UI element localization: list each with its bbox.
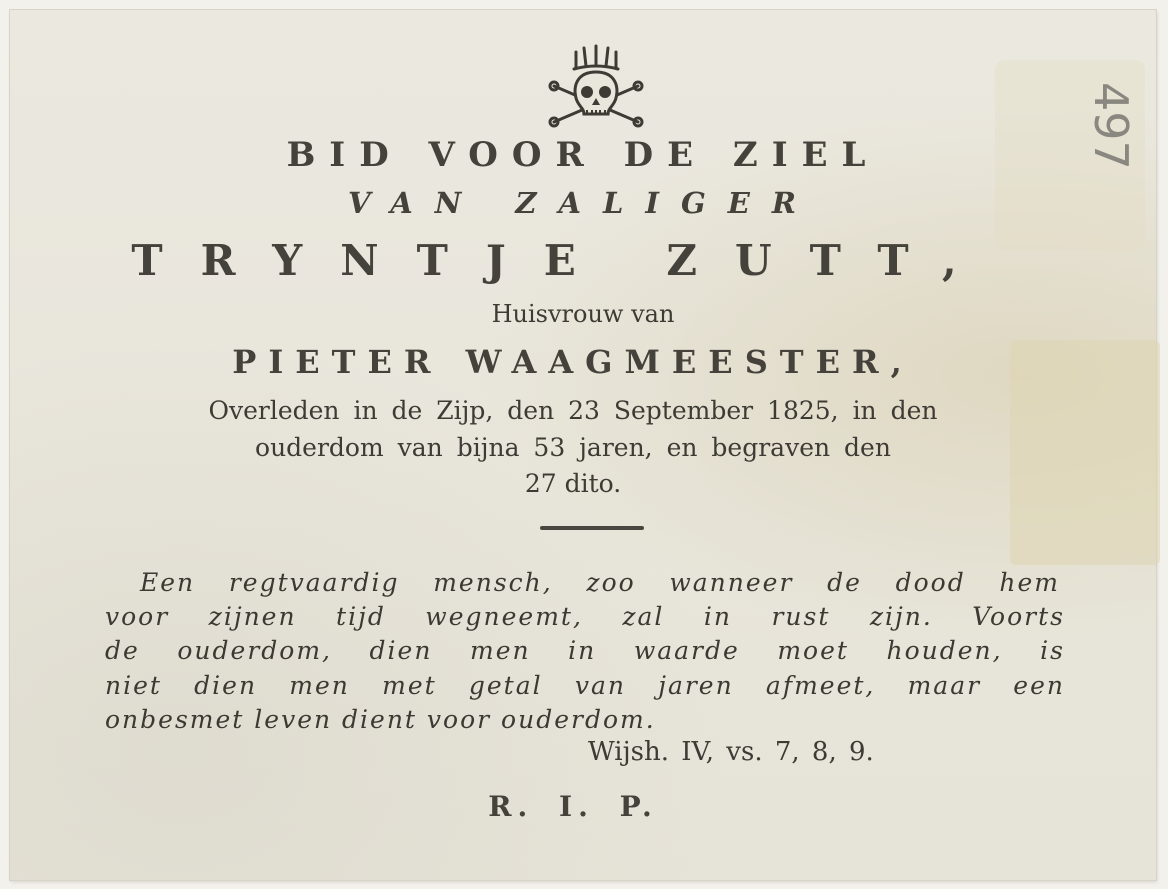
relation-label: Huisvrouw van bbox=[491, 300, 675, 328]
handwritten-note: 497 bbox=[1084, 82, 1138, 170]
divider bbox=[540, 526, 644, 530]
verse-line: de ouderdom, dien men in waarde moet houden, is bbox=[105, 636, 1065, 665]
detail-line-2: ouderdom van bijna 53 jaren, en begraven den bbox=[255, 433, 891, 462]
verse-line: niet dien men met getal van jaren afmeet, maar een bbox=[105, 671, 1065, 700]
verse-reference: Wijsh. IV, vs. 7, 8, 9. bbox=[588, 737, 874, 767]
memorial-card bbox=[10, 10, 1156, 880]
verse-line: onbesmet leven dient voor ouderdom. bbox=[105, 705, 656, 734]
header-line-1: BID VOOR DE ZIEL bbox=[286, 135, 880, 175]
header-line-2: VAN ZALIGER bbox=[348, 186, 818, 220]
detail-line-1: Overleden in de Zijp, den 23 September 1825, in den bbox=[208, 396, 938, 425]
verse-line: voor zijnen tijd wegneemt, zal in rust zijn. Voorts bbox=[105, 602, 1065, 631]
closing-rip: R. I. P. bbox=[488, 790, 658, 823]
crowned-skull-and-crossbones-icon bbox=[546, 42, 646, 132]
verse-line: Een regtvaardig mensch, zoo wanneer de dood hem bbox=[140, 568, 1060, 597]
spouse-name: PIETER WAAGMEESTER, bbox=[232, 343, 914, 381]
detail-line-3: 27 dito. bbox=[524, 469, 622, 498]
deceased-name: TRYNTJE ZUTT, bbox=[131, 236, 995, 285]
